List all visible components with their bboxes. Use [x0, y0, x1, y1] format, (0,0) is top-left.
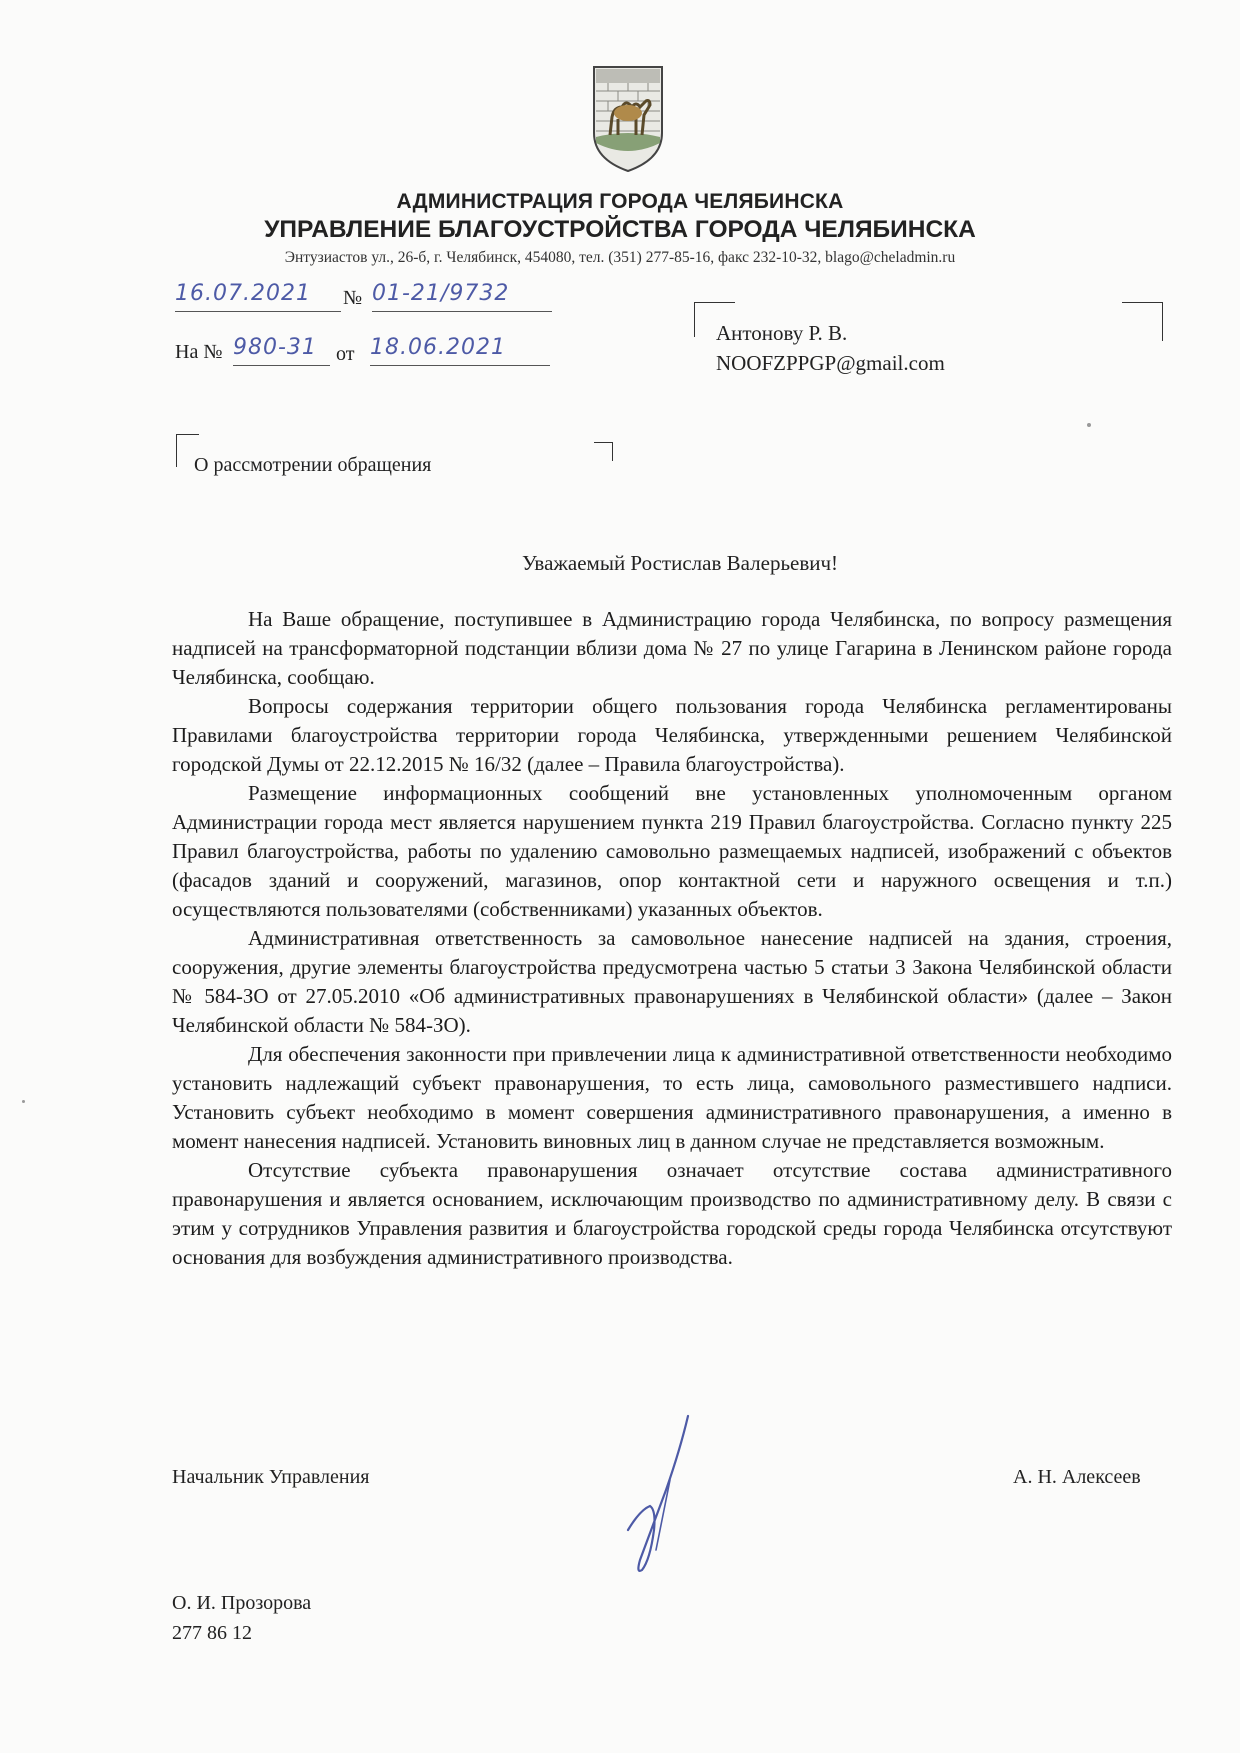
outgoing-date: 16.07.2021 [175, 281, 341, 312]
body-paragraph: На Ваше обращение, поступившее в Администрацию города Челябинска, по вопросу размещения надписей на трансформаторной подстанции вблизи дома № 27 по улице Гагарина в Ленинском районе города Челябинска, сообщаю. [172, 607, 1172, 689]
recipient-name: Антонову Р. В. [716, 321, 848, 345]
reference-prefix: На № [175, 341, 223, 363]
scan-speck [22, 1100, 25, 1103]
recipient [716, 318, 945, 378]
recipient-corner-right [1122, 302, 1163, 341]
subject-corner-right [594, 442, 613, 461]
body-paragraph: Административная ответственность за самовольное нанесение надписей на здания, строения, сооружения, другие элементы благоустройства предусмотрена частью 5 статьи 3 Закона Челябинской области № 584-ЗО от 27.05.2010 «Об административных правонарушениях в Челябинской области» (далее – Закон Челябинской области № 584-ЗО). [172, 926, 1172, 1037]
body-paragraph: Для обеспечения законности при привлечении лица к административной ответственности необходимо установить надлежащий субъект правонарушения, то есть лица, самовольного разместившего надписи. Установить субъект необходимо в момент совершения административного правонарушения, а именно в момент нанесения надписей. Установить виновных лиц в данном случае не представляется возможным. [172, 1042, 1172, 1153]
executor-name: О. И. Прозорова [172, 1592, 312, 1614]
executor-phone: 277 86 12 [172, 1622, 252, 1644]
contact-details: Энтузиастов ул., 26-б, г. Челябинск, 454080, тел. (351) 277-85-16, факс 232-10-32, blago@cheladmin.ru [284, 249, 956, 266]
number-sign: № [343, 287, 363, 309]
body-paragraph: Размещение информационных сообщений вне установленных уполномоченным органом Администрации города мест является нарушением пункта 219 Правил благоустройства. Согласно пункту 225 Правил благоустройства, работы по удалению самовольно размещаемых надписей, изображений с объектов (фасадов зданий и сооружений, магазинов, опор контактной сети и наружного освещения и т.п.) осуществляются пользователями (собственниками) указанных объектов. [172, 781, 1172, 921]
reference-from: от [336, 343, 355, 365]
outgoing-number: 01-21/9732 [372, 281, 552, 312]
coat-of-arms-icon [590, 63, 666, 175]
body-paragraph: Отсутствие субъекта правонарушения означает отсутствие состава административного правонарушения и является основанием, исключающим производство по административному делу. В связи с этим у сотрудников Управления развития и благоустройства городской среды города Челябинска отсутствуют основания для возбуждения административного производства. [172, 1158, 1172, 1269]
executor-block [172, 1588, 311, 1648]
reference-date: 18.06.2021 [370, 335, 550, 366]
signatory-name: А. Н. Алексеев [1013, 1466, 1141, 1488]
letter-subject: О рассмотрении обращения [194, 454, 432, 476]
signatory-position: Начальник Управления [172, 1466, 370, 1488]
scan-speck [1087, 423, 1091, 427]
organization-name: АДМИНИСТРАЦИЯ ГОРОДА ЧЕЛЯБИНСКА [396, 190, 844, 213]
handwritten-signature [610, 1410, 710, 1590]
body-paragraph: Вопросы содержания территории общего пользования города Челябинска регламентированы Правилами благоустройства территории города Челябинска, утвержденными решением Челябинской городской Думы от 22.12.2015 № 16/32 (далее – Правила благоустройства). [172, 694, 1172, 776]
department-name: УПРАВЛЕНИЕ БЛАГОУСТРОЙСТВА ГОРОДА ЧЕЛЯБИНСКА [264, 216, 976, 243]
letter-body [172, 605, 1172, 1272]
greeting: Уважаемый Ростислав Валерьевич! [521, 551, 839, 575]
reference-number: 980-31 [233, 335, 330, 366]
recipient-email: NOOFZPPGP@gmail.com [716, 351, 945, 375]
